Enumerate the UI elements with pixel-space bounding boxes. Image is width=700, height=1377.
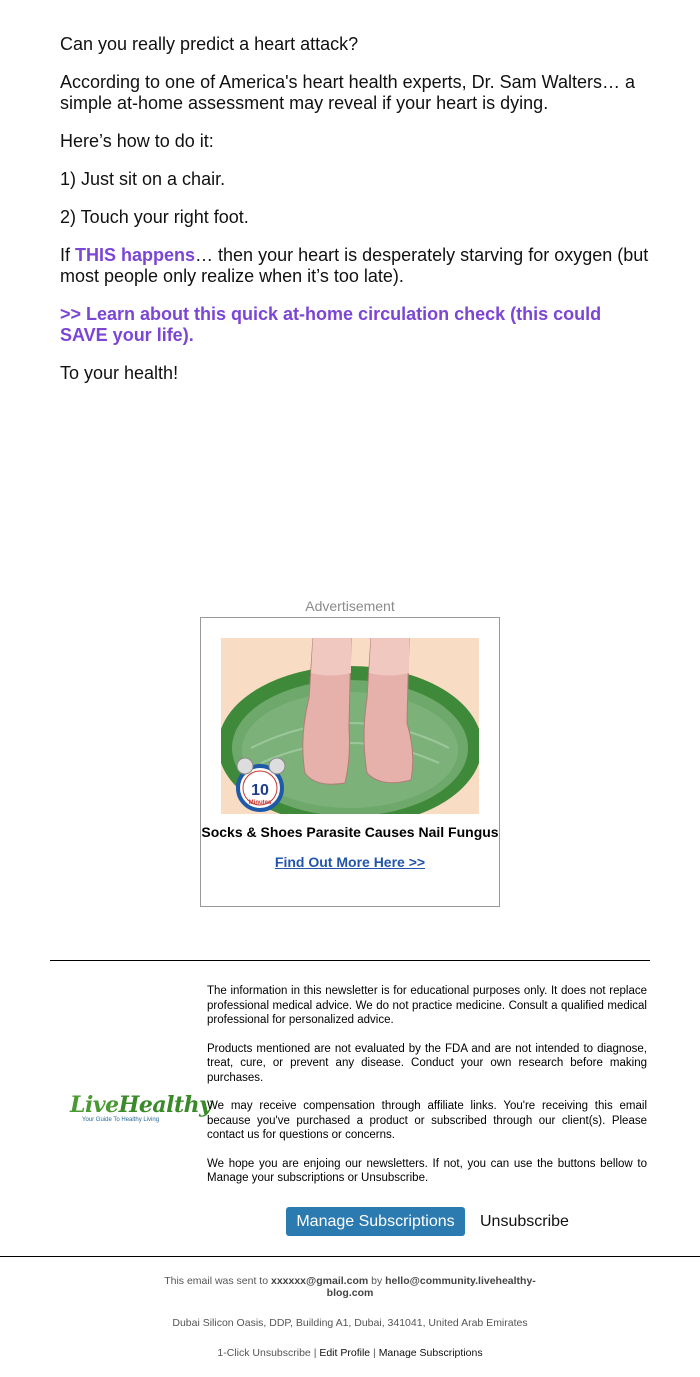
how-to-heading: Here’s how to do it: [60, 131, 214, 151]
email-body [60, 34, 650, 401]
unsubscribe-button[interactable]: Unsubscribe [480, 1213, 569, 1230]
logo-tagline: Your Guide To Healthy Living [82, 1117, 160, 1123]
intro-paragraph: According to one of America's heart health experts, Dr. Sam Walters… a simple at-home assessment may reveal if your heart is dying. [60, 72, 636, 113]
footer-separator: | [370, 1347, 379, 1359]
edit-profile-link[interactable]: Edit Profile [319, 1347, 371, 1359]
disclaimer [207, 984, 647, 1200]
advertisement-box[interactable] [200, 617, 500, 907]
footer-links [0, 1347, 700, 1359]
warning-paragraph [60, 245, 650, 287]
logo-word-live: Live [70, 1092, 119, 1118]
ad-title[interactable]: Socks & Shoes Parasite Causes Nail Fungus [201, 824, 499, 840]
manage-subscriptions-button[interactable]: Manage Subscriptions [286, 1207, 465, 1236]
intro-question: Can you really predict a heart attack? [60, 34, 359, 54]
divider-top [50, 960, 650, 961]
ad-find-out-more-link[interactable]: Find Out More Here >> [274, 854, 426, 870]
disclaimer-educational: The information in this newsletter is for educational purposes only. It does not replace professional medical advice. We do not practice medicine. Consult a qualified medical professional for personalized advice. [207, 985, 647, 1026]
step-one: 1) Just sit on a chair. [60, 169, 226, 189]
footer-sent-by: by [368, 1275, 386, 1287]
logo-word-healthy: Healthy [118, 1092, 212, 1118]
cta-link[interactable]: >> Learn about this quick at-home circulation check (this could SAVE your life). [60, 304, 602, 345]
recipient-email: xxxxxx@gmail.com [270, 1275, 369, 1287]
footer-sent-prefix: This email was sent to [164, 1275, 271, 1287]
advertisement-label: Advertisement [305, 598, 395, 614]
livehealthy-logo [70, 1092, 212, 1132]
step-two: 2) Touch your right foot. [60, 207, 249, 227]
disclaimer-manage: We hope you are enjoing our newsletters. If not, you can use the buttons bellow to Manage your subscriptions or Unsubscribe. [207, 1157, 647, 1184]
disclaimer-fda: Products mentioned are not evaluated by the FDA and are not intended to diagnose, treat, cure, or prevent any disease. Conduct your own research before making purchases. [207, 1042, 647, 1084]
divider-footer [0, 1256, 700, 1257]
footer-address: Dubai Silicon Oasis, DDP, Building A1, Dubai, 341041, United Arab Emirates [172, 1317, 528, 1329]
one-click-unsubscribe-link[interactable]: 1-Click Unsubscribe [217, 1347, 311, 1359]
footer-separator: | [310, 1347, 320, 1359]
ad-image-feet-soak[interactable] [221, 638, 479, 814]
warning-prefix: If [60, 245, 76, 265]
disclaimer-affiliate: We may receive compensation through affiliate links. You're receiving this email because you've purchased a product or subscribed through our client(s). Please contact us for questions or concerns. [207, 1100, 647, 1141]
sender-email: hello@community.livehealthy-blog.com [326, 1275, 536, 1299]
warning-suffix: … then your heart is desperately starving for oxygen (but most people only realize when it’s too late). [60, 245, 649, 286]
footer-manage-subscriptions-link[interactable]: Manage Subscriptions [378, 1347, 483, 1359]
ad-timer-number: 10 [251, 782, 269, 799]
footer-sent-to [150, 1275, 550, 1299]
closing-line: To your health! [60, 363, 179, 383]
this-happens-link[interactable]: THIS happens [75, 245, 196, 265]
ad-timer-unit: Minutes [248, 800, 272, 806]
